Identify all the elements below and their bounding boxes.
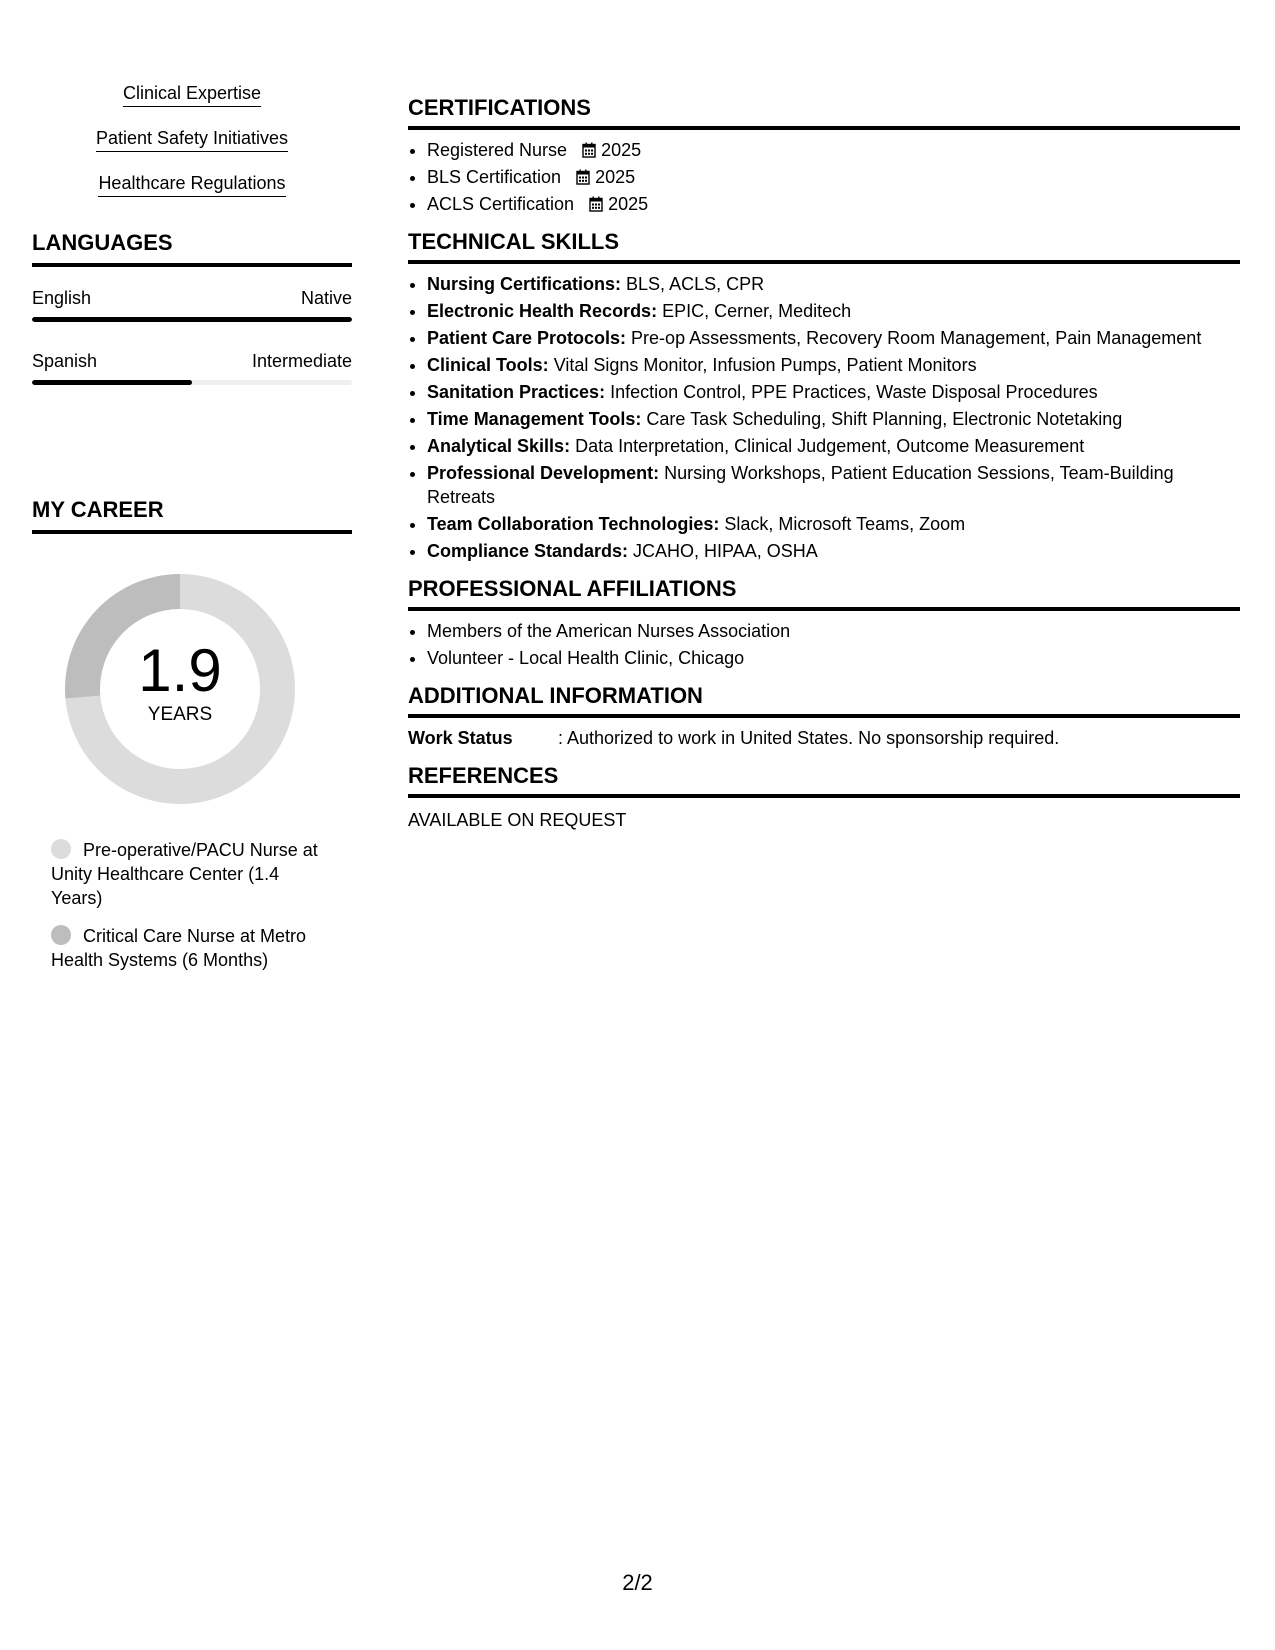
skill-value: Nursing Workshops, Patient Education Sessions, Team-Building Retreats	[427, 463, 1174, 507]
technical-skill-item	[427, 461, 1240, 509]
work-status-label: Work Status	[408, 728, 513, 748]
career-legend-item	[51, 838, 331, 910]
skill-tag: Clinical Expertise	[123, 82, 261, 107]
skill-value: Infection Control, PPE Practices, Waste Disposal Procedures	[605, 382, 1098, 402]
skill-label: Patient Care Protocols:	[427, 328, 627, 348]
calendar-icon	[576, 169, 590, 185]
language-name: English	[32, 288, 92, 308]
skill-label: Time Management Tools:	[427, 409, 642, 429]
technical-skills-heading: TECHNICAL SKILLS	[408, 228, 1240, 264]
calendar-icon	[589, 196, 603, 212]
skill-value: JCAHO, HIPAA, OSHA	[628, 541, 818, 561]
work-status-row	[408, 726, 1240, 750]
career-donut-center	[65, 637, 295, 726]
language-proficiency-bar	[32, 317, 352, 322]
language-row	[32, 350, 352, 385]
technical-skills-list	[408, 272, 1240, 563]
technical-skill-item	[427, 353, 1240, 377]
career-legend-label: Critical Care Nurse at Metro Health Systems (6 Months)	[51, 926, 307, 970]
skill-value: Care Task Scheduling, Shift Planning, Electronic Notetaking	[641, 409, 1123, 429]
technical-skill-item	[427, 539, 1240, 563]
affiliation-item: • Members of the American Nurses Association	[427, 619, 1240, 643]
technical-skill-item	[427, 326, 1240, 350]
career-legend	[51, 838, 331, 972]
skill-label: Electronic Health Records:	[427, 301, 658, 321]
skill-tag: Healthcare Regulations	[98, 172, 285, 197]
certification-name: ACLS Certification	[427, 194, 575, 214]
career-total-unit: YEARS	[147, 704, 213, 725]
certifications-heading: CERTIFICATIONS	[408, 94, 1240, 130]
certification-name: Registered Nurse	[427, 140, 568, 160]
skill-value: BLS, ACLS, CPR	[621, 274, 765, 294]
skill-value: Data Interpretation, Clinical Judgement, Outcome Measurement	[570, 436, 1085, 456]
certification-name: BLS Certification	[427, 167, 562, 187]
calendar-icon	[582, 142, 596, 158]
affiliations-heading: PROFESSIONAL AFFILIATIONS	[408, 575, 1240, 611]
legend-dot-icon	[51, 925, 71, 945]
skill-value: EPIC, Cerner, Meditech	[657, 301, 852, 321]
additional-info-section	[408, 682, 1240, 750]
certification-item	[427, 192, 1240, 216]
work-status-value: : Authorized to work in United States. No sponsorship required.	[558, 728, 1060, 748]
skill-value: Pre-op Assessments, Recovery Room Management, Pain Management	[626, 328, 1202, 348]
language-proficiency-bar	[32, 380, 352, 385]
legend-dot-icon	[51, 839, 71, 859]
additional-info-heading: ADDITIONAL INFORMATION	[408, 682, 1240, 718]
languages-section	[32, 229, 352, 385]
right-column	[408, 94, 1240, 844]
language-name: Spanish	[32, 351, 98, 371]
skill-tag: Patient Safety Initiatives	[96, 127, 288, 152]
technical-skill-item	[427, 512, 1240, 536]
page-number: 2/2	[622, 1570, 653, 1595]
certification-item	[427, 138, 1240, 162]
certification-year: 2025	[601, 140, 642, 160]
language-level: Native	[300, 288, 352, 308]
skill-label: Team Collaboration Technologies:	[427, 514, 720, 534]
career-legend-item	[51, 924, 331, 972]
affiliation-item: • Volunteer - Local Health Clinic, Chicago	[427, 646, 1240, 670]
affiliations-section	[408, 575, 1240, 670]
technical-skill-item	[427, 407, 1240, 431]
certification-year: 2025	[595, 167, 636, 187]
skill-value: Slack, Microsoft Teams, Zoom	[719, 514, 966, 534]
technical-skill-item	[427, 272, 1240, 296]
affiliations-list	[408, 619, 1240, 670]
skill-label: Analytical Skills:	[427, 436, 571, 456]
references-text: AVAILABLE ON REQUEST	[408, 810, 627, 830]
career-donut-chart	[65, 574, 295, 804]
career-heading: MY CAREER	[32, 496, 352, 534]
technical-skill-item	[427, 299, 1240, 323]
certifications-section	[408, 94, 1240, 216]
language-level: Intermediate	[251, 351, 352, 371]
technical-skill-item	[427, 380, 1240, 404]
languages-heading: LANGUAGES	[32, 229, 352, 267]
references-section	[408, 762, 1240, 832]
skill-value: Vital Signs Monitor, Infusion Pumps, Patient Monitors	[548, 355, 977, 375]
certifications-list	[408, 138, 1240, 216]
skill-label: Compliance Standards:	[427, 541, 629, 561]
language-proficiency-fill	[32, 380, 192, 385]
certification-item	[427, 165, 1240, 189]
language-proficiency-fill	[32, 317, 352, 322]
career-section	[32, 496, 352, 986]
technical-skill-item	[427, 434, 1240, 458]
language-row	[32, 287, 352, 322]
skill-label: Clinical Tools:	[427, 355, 549, 375]
skill-tags	[32, 82, 352, 197]
left-column	[32, 82, 352, 385]
references-heading: REFERENCES	[408, 762, 1240, 798]
career-total-value: 1.9	[138, 637, 222, 704]
skill-label: Nursing Certifications:	[427, 274, 622, 294]
career-legend-label: Pre-operative/PACU Nurse at Unity Healthcare Center (1.4 Years)	[51, 840, 318, 908]
technical-skills-section	[408, 228, 1240, 563]
certification-year: 2025	[608, 194, 649, 214]
skill-label: Professional Development:	[427, 463, 660, 483]
skill-label: Sanitation Practices:	[427, 382, 606, 402]
